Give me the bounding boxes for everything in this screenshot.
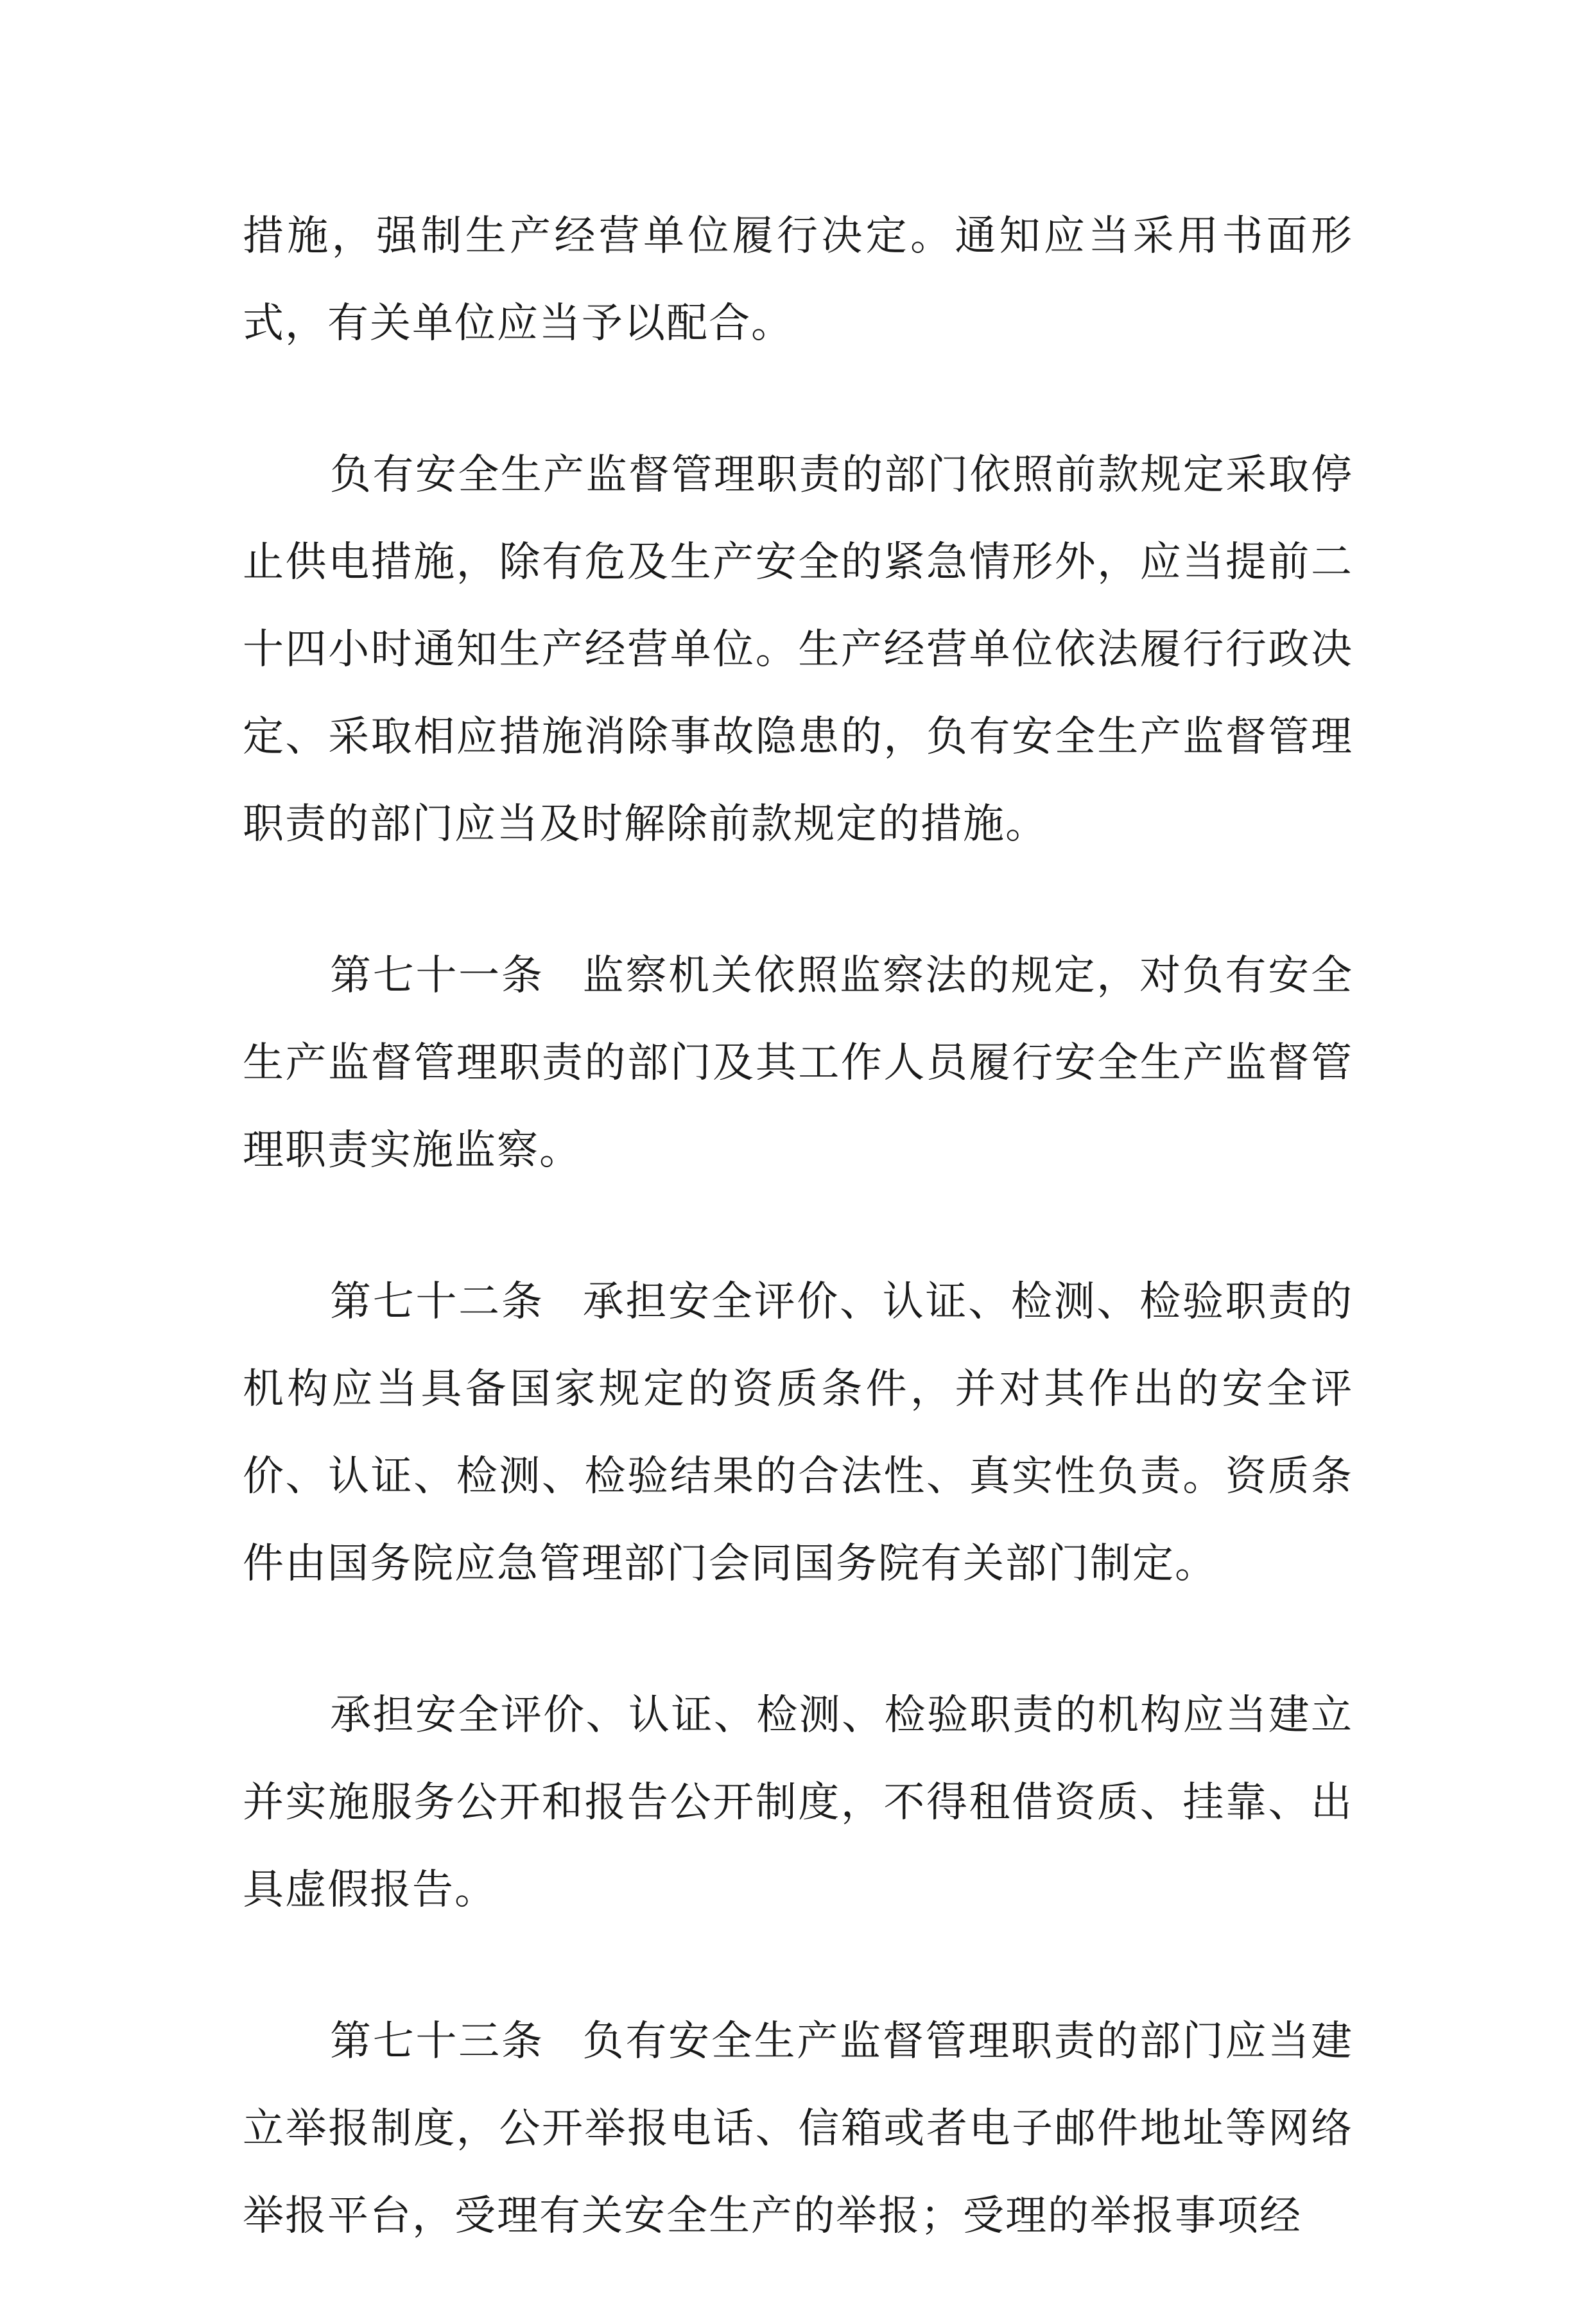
article-73 xyxy=(243,1998,1353,2260)
document-body xyxy=(243,193,1353,2324)
paragraph-text: 负有安全生产监督管理职责的部门应当建立举报制度，公开举报电话、信箱或者电子邮件地址等网络举报平台，受理有关安全生产的举报；受理的举报事项经 xyxy=(243,2018,1354,2240)
paragraph-text: 措施，强制生产经营单位履行决定。通知应当采用书面形式，有关单位应当予以配合。 xyxy=(243,212,1353,347)
article-number: 第七十三条 xyxy=(330,2018,544,2065)
article-71 xyxy=(243,932,1353,1194)
article-number: 第七十二条 xyxy=(330,1278,544,1326)
paragraph-power-cut xyxy=(243,431,1353,868)
article-number: 第七十一条 xyxy=(330,952,544,1000)
paragraph-text: 监察机关依照监察法的规定，对负有安全生产监督管理职责的部门及其工作人员履行安全生产监督管理职责实施监察。 xyxy=(243,952,1354,1174)
paragraph-text: 负有安全生产监督管理职责的部门依照前款规定采取停止供电措施，除有危及生产安全的紧急情形外，应当提前二十四小时通知生产经营单位。生产经营单位依法履行行政决定、采取相应措施消除事故隐患的，负有安全生产监督管理职责的部门应当及时解除前款规定的措施。 xyxy=(243,451,1353,848)
paragraph-text: 承担安全评价、认证、检测、检验职责的机构应当具备国家规定的资质条件，并对其作出的安全评价、认证、检测、检验结果的合法性、真实性负责。资质条件由国务院应急管理部门会同国务院有关部门制定。 xyxy=(243,1278,1354,1588)
paragraph-continuation xyxy=(243,193,1353,367)
paragraph-disclosure xyxy=(243,1672,1353,1934)
article-72 xyxy=(243,1258,1353,1608)
paragraph-text: 承担安全评价、认证、检测、检验职责的机构应当建立并实施服务公开和报告公开制度，不得租借资质、挂靠、出具虚假报告。 xyxy=(243,1692,1353,1914)
